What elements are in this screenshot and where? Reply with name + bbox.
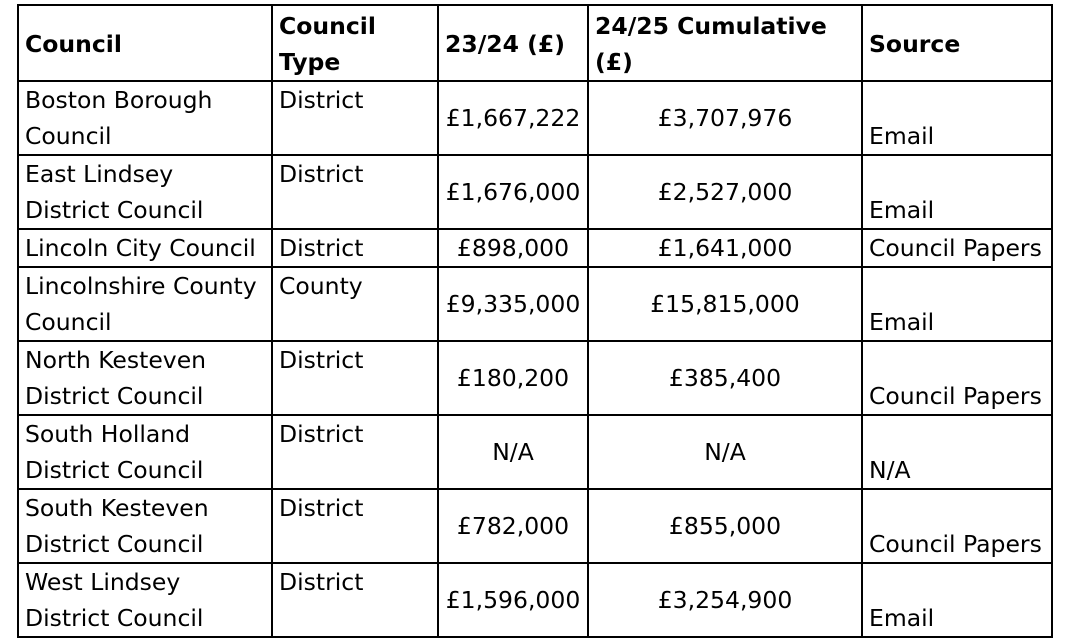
cell-source: Email xyxy=(862,81,1052,155)
header-source: Source xyxy=(862,5,1052,81)
cell-2324: £9,335,000 xyxy=(438,267,588,341)
council-funding-table xyxy=(17,4,1053,638)
cell-council-type: District xyxy=(272,489,438,563)
cell-2425: £855,000 xyxy=(588,489,862,563)
cell-council-type: District xyxy=(272,341,438,415)
header-council-type: Council Type xyxy=(272,5,438,81)
cell-council: South Holland District Council xyxy=(18,415,272,489)
cell-2425: £15,815,000 xyxy=(588,267,862,341)
cell-council: North Kesteven District Council xyxy=(18,341,272,415)
table-row xyxy=(18,81,1052,155)
cell-council: Lincoln City Council xyxy=(18,229,272,267)
cell-source: Council Papers xyxy=(862,489,1052,563)
cell-source: Email xyxy=(862,155,1052,229)
cell-2425: £385,400 xyxy=(588,341,862,415)
cell-council: West Lindsey District Council xyxy=(18,563,272,637)
cell-2425: £1,641,000 xyxy=(588,229,862,267)
header-council: Council xyxy=(18,5,272,81)
cell-2425: N/A xyxy=(588,415,862,489)
cell-2324: £1,667,222 xyxy=(438,81,588,155)
cell-2324: £180,200 xyxy=(438,341,588,415)
cell-2324: £1,676,000 xyxy=(438,155,588,229)
cell-council-type: District xyxy=(272,229,438,267)
cell-council-type: District xyxy=(272,81,438,155)
cell-2324: N/A xyxy=(438,415,588,489)
table-row xyxy=(18,489,1052,563)
table-row xyxy=(18,415,1052,489)
header-2425-cumulative: 24/25 Cumulative (£) xyxy=(588,5,862,81)
cell-council-type: County xyxy=(272,267,438,341)
header-row xyxy=(18,5,1052,81)
cell-council-type: District xyxy=(272,563,438,637)
cell-2324: £898,000 xyxy=(438,229,588,267)
cell-council: Lincolnshire County Council xyxy=(18,267,272,341)
cell-council-type: District xyxy=(272,155,438,229)
table-row xyxy=(18,229,1052,267)
cell-council-type: District xyxy=(272,415,438,489)
header-2324: 23/24 (£) xyxy=(438,5,588,81)
cell-2324: £1,596,000 xyxy=(438,563,588,637)
cell-source: Council Papers xyxy=(862,341,1052,415)
table-row xyxy=(18,341,1052,415)
cell-source: Email xyxy=(862,267,1052,341)
cell-council: Boston Borough Council xyxy=(18,81,272,155)
table-row xyxy=(18,563,1052,637)
table-row xyxy=(18,155,1052,229)
cell-source: Council Papers xyxy=(862,229,1052,267)
cell-source: Email xyxy=(862,563,1052,637)
cell-2324: £782,000 xyxy=(438,489,588,563)
cell-2425: £2,527,000 xyxy=(588,155,862,229)
table-row xyxy=(18,267,1052,341)
cell-source: N/A xyxy=(862,415,1052,489)
cell-2425: £3,254,900 xyxy=(588,563,862,637)
cell-council: East Lindsey District Council xyxy=(18,155,272,229)
cell-2425: £3,707,976 xyxy=(588,81,862,155)
cell-council: South Kesteven District Council xyxy=(18,489,272,563)
table-container xyxy=(17,4,1053,638)
